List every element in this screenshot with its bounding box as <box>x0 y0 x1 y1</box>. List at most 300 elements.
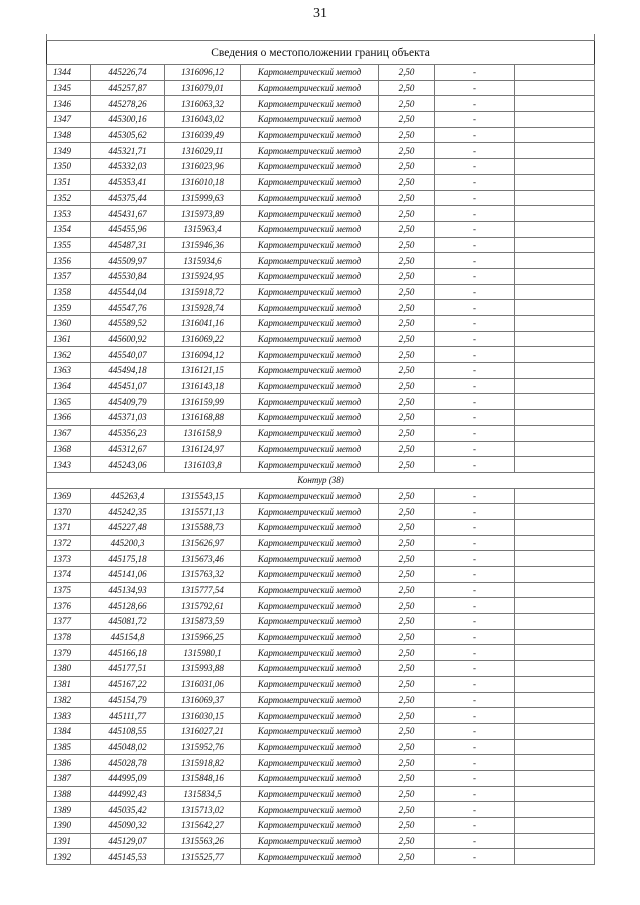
cell-method: Картометрический метод <box>241 692 379 708</box>
cell-note: - <box>435 190 515 206</box>
cell-method: Картометрический метод <box>241 394 379 410</box>
cell-coord-x: 445600,92 <box>91 331 165 347</box>
cell-point-number: 1385 <box>47 739 91 755</box>
cell-blank <box>515 488 595 504</box>
cell-method: Картометрический метод <box>241 755 379 771</box>
cell-error: 2,50 <box>379 504 435 520</box>
cell-blank <box>515 410 595 426</box>
cell-coord-x: 445035,42 <box>91 802 165 818</box>
table-row <box>47 253 595 269</box>
cell-coord-y: 1316079,01 <box>165 80 241 96</box>
table-row <box>47 268 595 284</box>
cell-coord-y: 1315966,25 <box>165 629 241 645</box>
cell-method: Картометрический метод <box>241 112 379 128</box>
cell-blank <box>515 535 595 551</box>
cell-error: 2,50 <box>379 567 435 583</box>
cell-coord-y: 1315713,02 <box>165 802 241 818</box>
cell-error: 2,50 <box>379 253 435 269</box>
cell-note: - <box>435 96 515 112</box>
cell-coord-y: 1315848,16 <box>165 770 241 786</box>
cell-point-number: 1383 <box>47 708 91 724</box>
cell-coord-y: 1315934,6 <box>165 253 241 269</box>
cell-error: 2,50 <box>379 206 435 222</box>
cell-coord-y: 1316027,21 <box>165 723 241 739</box>
cell-method: Картометрический метод <box>241 551 379 567</box>
cell-coord-x: 445547,76 <box>91 300 165 316</box>
cell-error: 2,50 <box>379 833 435 849</box>
cell-blank <box>515 143 595 159</box>
table-row <box>47 582 595 598</box>
page-number: 31 <box>313 6 327 21</box>
cell-coord-x: 445177,51 <box>91 661 165 677</box>
cell-coord-y: 1316069,37 <box>165 692 241 708</box>
cell-point-number: 1356 <box>47 253 91 269</box>
cell-error: 2,50 <box>379 598 435 614</box>
cell-point-number: 1344 <box>47 65 91 81</box>
cell-method: Картометрический метод <box>241 723 379 739</box>
table-row <box>47 65 595 81</box>
cell-point-number: 1371 <box>47 519 91 535</box>
cell-error: 2,50 <box>379 378 435 394</box>
cell-coord-x: 445154,8 <box>91 629 165 645</box>
cell-coord-y: 1315963,4 <box>165 221 241 237</box>
cell-point-number: 1357 <box>47 268 91 284</box>
cell-coord-x: 445353,41 <box>91 174 165 190</box>
cell-coord-x: 445090,32 <box>91 818 165 834</box>
cell-note: - <box>435 112 515 128</box>
cell-blank <box>515 65 595 81</box>
cell-note: - <box>435 425 515 441</box>
table-row <box>47 567 595 583</box>
table-row <box>47 723 595 739</box>
cell-error: 2,50 <box>379 692 435 708</box>
cell-method: Картометрический метод <box>241 316 379 332</box>
cell-coord-y: 1315946,36 <box>165 237 241 253</box>
cell-note: - <box>435 268 515 284</box>
cell-coord-y: 1315673,46 <box>165 551 241 567</box>
cell-coord-y: 1316121,15 <box>165 363 241 379</box>
cell-coord-x: 445589,52 <box>91 316 165 332</box>
table-row <box>47 802 595 818</box>
table-row <box>47 833 595 849</box>
table-row <box>47 96 595 112</box>
table-row <box>47 143 595 159</box>
cell-coord-y: 1315588,73 <box>165 519 241 535</box>
cell-blank <box>515 394 595 410</box>
cell-note: - <box>435 441 515 457</box>
cell-coord-x: 445175,18 <box>91 551 165 567</box>
cell-coord-y: 1316023,96 <box>165 159 241 175</box>
cell-error: 2,50 <box>379 127 435 143</box>
cell-note: - <box>435 159 515 175</box>
cell-blank <box>515 127 595 143</box>
cell-blank <box>515 300 595 316</box>
cell-blank <box>515 112 595 128</box>
cell-error: 2,50 <box>379 174 435 190</box>
cell-note: - <box>435 661 515 677</box>
cell-coord-y: 1316010,18 <box>165 174 241 190</box>
cell-blank <box>515 457 595 473</box>
cell-point-number: 1392 <box>47 849 91 865</box>
cell-coord-x: 445081,72 <box>91 614 165 630</box>
cell-coord-x: 445312,67 <box>91 441 165 457</box>
cell-point-number: 1372 <box>47 535 91 551</box>
table-row <box>47 551 595 567</box>
cell-coord-x: 445129,07 <box>91 833 165 849</box>
cell-note: - <box>435 833 515 849</box>
cell-error: 2,50 <box>379 457 435 473</box>
table-row <box>47 206 595 222</box>
cell-note: - <box>435 378 515 394</box>
cell-method: Картометрический метод <box>241 849 379 865</box>
cell-method: Картометрический метод <box>241 268 379 284</box>
cell-method: Картометрический метод <box>241 96 379 112</box>
cell-blank <box>515 567 595 583</box>
cell-point-number: 1377 <box>47 614 91 630</box>
cell-note: - <box>435 519 515 535</box>
cell-error: 2,50 <box>379 629 435 645</box>
cell-point-number: 1391 <box>47 833 91 849</box>
table-row <box>47 708 595 724</box>
cell-note: - <box>435 347 515 363</box>
cell-point-number: 1361 <box>47 331 91 347</box>
cell-point-number: 1347 <box>47 112 91 128</box>
cell-blank <box>515 755 595 771</box>
cell-blank <box>515 614 595 630</box>
cell-coord-x: 445200,3 <box>91 535 165 551</box>
cell-error: 2,50 <box>379 770 435 786</box>
cell-method: Картометрический метод <box>241 645 379 661</box>
cell-point-number: 1373 <box>47 551 91 567</box>
cell-point-number: 1388 <box>47 786 91 802</box>
cell-error: 2,50 <box>379 143 435 159</box>
cell-coord-y: 1315563,26 <box>165 833 241 849</box>
cell-point-number: 1380 <box>47 661 91 677</box>
cell-note: - <box>435 614 515 630</box>
cell-error: 2,50 <box>379 723 435 739</box>
cell-error: 2,50 <box>379 237 435 253</box>
cell-blank <box>515 802 595 818</box>
cell-point-number: 1358 <box>47 284 91 300</box>
boundary-table <box>46 34 595 865</box>
cell-coord-x: 445227,48 <box>91 519 165 535</box>
cell-blank <box>515 331 595 347</box>
cell-coord-y: 1316094,12 <box>165 347 241 363</box>
cell-point-number: 1346 <box>47 96 91 112</box>
cell-coord-y: 1315642,27 <box>165 818 241 834</box>
cell-coord-x: 445134,93 <box>91 582 165 598</box>
cell-point-number: 1368 <box>47 441 91 457</box>
cell-method: Картометрический метод <box>241 363 379 379</box>
cell-blank <box>515 190 595 206</box>
cell-coord-y: 1315973,89 <box>165 206 241 222</box>
cell-coord-y: 1316103,8 <box>165 457 241 473</box>
cell-method: Картометрический метод <box>241 739 379 755</box>
cell-point-number: 1384 <box>47 723 91 739</box>
cell-point-number: 1389 <box>47 802 91 818</box>
cell-note: - <box>435 206 515 222</box>
table-row <box>47 441 595 457</box>
cell-error: 2,50 <box>379 661 435 677</box>
cell-blank <box>515 676 595 692</box>
cell-method: Картометрический метод <box>241 65 379 81</box>
cell-error: 2,50 <box>379 112 435 128</box>
cell-method: Картометрический метод <box>241 300 379 316</box>
cell-note: - <box>435 676 515 692</box>
cell-point-number: 1386 <box>47 755 91 771</box>
cell-coord-y: 1316031,06 <box>165 676 241 692</box>
cell-coord-x: 445321,71 <box>91 143 165 159</box>
cell-coord-y: 1316124,97 <box>165 441 241 457</box>
cell-point-number: 1351 <box>47 174 91 190</box>
cell-coord-x: 445332,03 <box>91 159 165 175</box>
table-row <box>47 174 595 190</box>
cell-blank <box>515 268 595 284</box>
cell-blank <box>515 159 595 175</box>
cell-method: Картометрический метод <box>241 708 379 724</box>
cell-note: - <box>435 818 515 834</box>
cell-blank <box>515 661 595 677</box>
cell-point-number: 1376 <box>47 598 91 614</box>
table-row <box>47 363 595 379</box>
cell-coord-x: 445278,26 <box>91 96 165 112</box>
cell-note: - <box>435 410 515 426</box>
table-row <box>47 221 595 237</box>
cell-blank <box>515 519 595 535</box>
cell-method: Картометрический метод <box>241 676 379 692</box>
cell-coord-x: 445048,02 <box>91 739 165 755</box>
cell-error: 2,50 <box>379 331 435 347</box>
cell-coord-x: 445509,97 <box>91 253 165 269</box>
cell-blank <box>515 629 595 645</box>
cell-point-number: 1369 <box>47 488 91 504</box>
cell-coord-x: 445263,4 <box>91 488 165 504</box>
cell-point-number: 1374 <box>47 567 91 583</box>
cell-note: - <box>435 786 515 802</box>
cell-coord-y: 1316143,18 <box>165 378 241 394</box>
cell-coord-x: 445167,22 <box>91 676 165 692</box>
cell-point-number: 1349 <box>47 143 91 159</box>
cell-coord-y: 1315525,77 <box>165 849 241 865</box>
cell-method: Картометрический метод <box>241 818 379 834</box>
cell-coord-y: 1316158,9 <box>165 425 241 441</box>
cell-coord-y: 1315993,88 <box>165 661 241 677</box>
cell-blank <box>515 253 595 269</box>
cell-coord-y: 1316168,88 <box>165 410 241 426</box>
cell-coord-x: 445257,87 <box>91 80 165 96</box>
section-label: Контур (38) <box>47 472 595 488</box>
table-row <box>47 457 595 473</box>
cell-point-number: 1359 <box>47 300 91 316</box>
cell-method: Картометрический метод <box>241 221 379 237</box>
cell-method: Картометрический метод <box>241 127 379 143</box>
cell-coord-y: 1315999,63 <box>165 190 241 206</box>
cell-coord-x: 445145,53 <box>91 849 165 865</box>
cell-error: 2,50 <box>379 363 435 379</box>
table-row <box>47 410 595 426</box>
cell-coord-y: 1316159,99 <box>165 394 241 410</box>
cell-method: Картометрический метод <box>241 441 379 457</box>
cell-note: - <box>435 551 515 567</box>
cell-blank <box>515 363 595 379</box>
table-row <box>47 300 595 316</box>
cell-error: 2,50 <box>379 316 435 332</box>
cell-coord-x: 445431,67 <box>91 206 165 222</box>
cell-point-number: 1366 <box>47 410 91 426</box>
cell-method: Картометрический метод <box>241 143 379 159</box>
cell-note: - <box>435 723 515 739</box>
table-row <box>47 614 595 630</box>
cell-coord-y: 1315918,72 <box>165 284 241 300</box>
cell-error: 2,50 <box>379 394 435 410</box>
cell-blank <box>515 598 595 614</box>
cell-point-number: 1390 <box>47 818 91 834</box>
table-row <box>47 347 595 363</box>
cell-blank <box>515 206 595 222</box>
table-row <box>47 739 595 755</box>
cell-method: Картометрический метод <box>241 598 379 614</box>
cell-coord-y: 1315924,95 <box>165 268 241 284</box>
cell-note: - <box>435 770 515 786</box>
cell-coord-y: 1316096,12 <box>165 65 241 81</box>
cell-coord-y: 1316029,11 <box>165 143 241 159</box>
cell-blank <box>515 770 595 786</box>
table-title: Сведения о местоположении границ объекта <box>47 41 595 65</box>
cell-coord-y: 1315918,82 <box>165 755 241 771</box>
cell-blank <box>515 284 595 300</box>
cell-point-number: 1367 <box>47 425 91 441</box>
cell-blank <box>515 96 595 112</box>
cell-error: 2,50 <box>379 551 435 567</box>
cell-coord-x: 445128,66 <box>91 598 165 614</box>
cell-error: 2,50 <box>379 159 435 175</box>
cell-blank <box>515 723 595 739</box>
cell-point-number: 1348 <box>47 127 91 143</box>
table-row <box>47 112 595 128</box>
cell-coord-x: 445300,16 <box>91 112 165 128</box>
cell-blank <box>515 818 595 834</box>
table-row <box>47 378 595 394</box>
cell-note: - <box>435 488 515 504</box>
cell-note: - <box>435 174 515 190</box>
cell-coord-x: 445166,18 <box>91 645 165 661</box>
cell-error: 2,50 <box>379 519 435 535</box>
cell-method: Картометрический метод <box>241 190 379 206</box>
cell-blank <box>515 739 595 755</box>
cell-method: Картометрический метод <box>241 174 379 190</box>
cell-point-number: 1387 <box>47 770 91 786</box>
cell-note: - <box>435 567 515 583</box>
cell-blank <box>515 221 595 237</box>
table-row <box>47 661 595 677</box>
cell-coord-y: 1315980,1 <box>165 645 241 661</box>
table-row <box>47 237 595 253</box>
table-row <box>47 692 595 708</box>
cell-error: 2,50 <box>379 786 435 802</box>
cell-method: Картометрический метод <box>241 535 379 551</box>
cell-error: 2,50 <box>379 190 435 206</box>
cell-note: - <box>435 394 515 410</box>
cell-point-number: 1365 <box>47 394 91 410</box>
table-row <box>47 676 595 692</box>
cell-point-number: 1382 <box>47 692 91 708</box>
cell-coord-y: 1315952,76 <box>165 739 241 755</box>
table-row <box>47 818 595 834</box>
cell-blank <box>515 504 595 520</box>
cell-method: Картометрический метод <box>241 833 379 849</box>
cell-note: - <box>435 755 515 771</box>
table-row <box>47 645 595 661</box>
cell-error: 2,50 <box>379 268 435 284</box>
cell-point-number: 1350 <box>47 159 91 175</box>
cell-coord-y: 1315626,97 <box>165 535 241 551</box>
cell-method: Картометрический метод <box>241 567 379 583</box>
cell-coord-x: 445455,96 <box>91 221 165 237</box>
cell-method: Картометрический метод <box>241 80 379 96</box>
cell-error: 2,50 <box>379 410 435 426</box>
table-row <box>47 755 595 771</box>
cell-method: Картометрический метод <box>241 206 379 222</box>
cell-coord-y: 1316043,02 <box>165 112 241 128</box>
cell-note: - <box>435 802 515 818</box>
cell-error: 2,50 <box>379 300 435 316</box>
cell-blank <box>515 425 595 441</box>
cell-coord-y: 1315873,59 <box>165 614 241 630</box>
cell-note: - <box>435 535 515 551</box>
cell-error: 2,50 <box>379 849 435 865</box>
cell-coord-y: 1316069,22 <box>165 331 241 347</box>
cell-method: Картометрический метод <box>241 582 379 598</box>
cell-coord-x: 445111,77 <box>91 708 165 724</box>
cell-point-number: 1379 <box>47 645 91 661</box>
cell-point-number: 1362 <box>47 347 91 363</box>
cell-note: - <box>435 363 515 379</box>
cell-note: - <box>435 739 515 755</box>
cell-blank <box>515 582 595 598</box>
table-row <box>47 488 595 504</box>
cell-method: Картометрический метод <box>241 770 379 786</box>
cell-point-number: 1354 <box>47 221 91 237</box>
cell-blank <box>515 80 595 96</box>
cell-point-number: 1360 <box>47 316 91 332</box>
table-row <box>47 425 595 441</box>
cell-point-number: 1352 <box>47 190 91 206</box>
cell-note: - <box>435 237 515 253</box>
table-row <box>47 598 595 614</box>
cell-error: 2,50 <box>379 284 435 300</box>
cell-method: Картометрический метод <box>241 488 379 504</box>
cell-coord-x: 445154,79 <box>91 692 165 708</box>
cell-note: - <box>435 284 515 300</box>
cell-blank <box>515 708 595 724</box>
cell-coord-y: 1316063,32 <box>165 96 241 112</box>
cell-method: Картометрический метод <box>241 614 379 630</box>
cell-note: - <box>435 504 515 520</box>
table-row <box>47 80 595 96</box>
cell-error: 2,50 <box>379 221 435 237</box>
cell-method: Картометрический метод <box>241 410 379 426</box>
cell-coord-x: 445028,78 <box>91 755 165 771</box>
cell-blank <box>515 692 595 708</box>
cell-point-number: 1364 <box>47 378 91 394</box>
cell-note: - <box>435 629 515 645</box>
cell-note: - <box>435 692 515 708</box>
cell-point-number: 1381 <box>47 676 91 692</box>
cell-error: 2,50 <box>379 818 435 834</box>
cell-coord-y: 1316030,15 <box>165 708 241 724</box>
cell-coord-x: 445305,62 <box>91 127 165 143</box>
cell-error: 2,50 <box>379 802 435 818</box>
